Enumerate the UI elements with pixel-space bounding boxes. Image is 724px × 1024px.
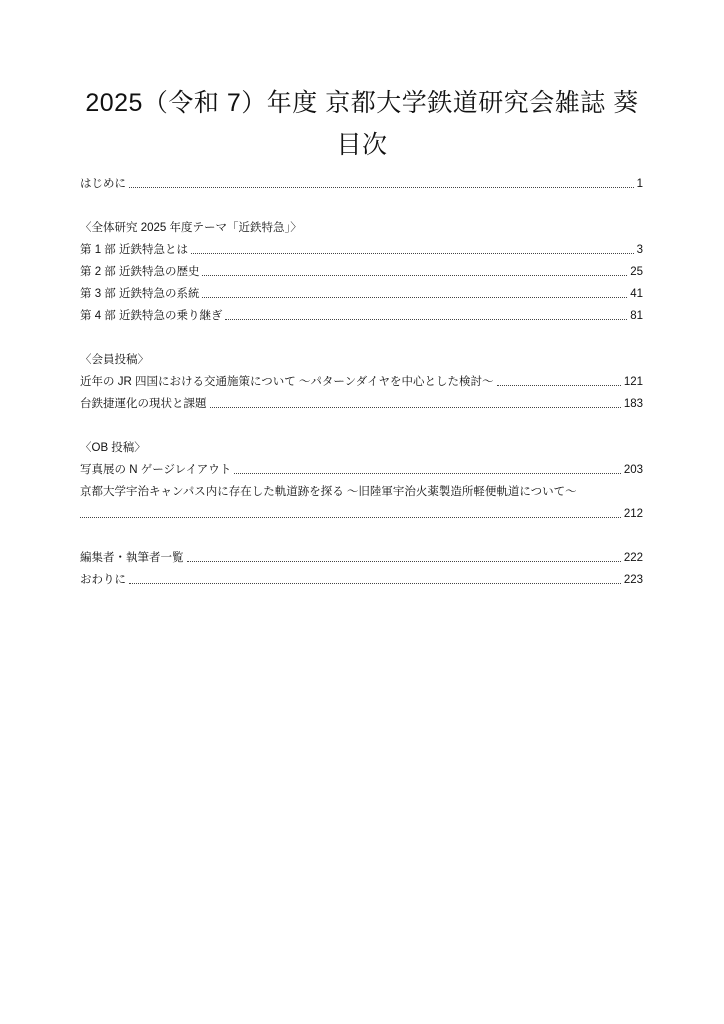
toc-entry-label: 編集者・執筆者一覧 [80, 552, 184, 564]
toc-entry[interactable] [80, 258, 643, 280]
dot-leader [202, 275, 627, 276]
section-heading-overall-study: 〈全体研究 2025 年度テーマ「近鉄特急」〉 [80, 222, 302, 234]
dot-leader [191, 253, 634, 254]
toc-heading: 目次 [336, 131, 388, 159]
toc-entry-page: 223 [623, 574, 643, 586]
dot-leader [129, 187, 634, 188]
toc-entry-page: 25 [630, 266, 643, 278]
section-heading-member-posts: 〈会員投稿〉 [80, 354, 149, 366]
toc-entry-label: 第 3 部 近鉄特急の系統 [80, 288, 200, 300]
toc-entry-continuation[interactable] [80, 500, 643, 522]
toc-entry-wrapped[interactable] [80, 478, 643, 500]
toc-entry-intro[interactable] [80, 170, 643, 192]
dot-leader [497, 385, 621, 386]
toc-entry-label: 第 2 部 近鉄特急の歴史 [80, 266, 200, 278]
dot-leader [202, 297, 627, 298]
toc-entry[interactable] [80, 368, 643, 390]
toc-entry-label: 第 1 部 近鉄特急とは [80, 244, 188, 256]
toc-entry-page: 3 [636, 244, 643, 256]
toc-entry-label: はじめに [80, 178, 126, 190]
dot-leader [129, 583, 621, 584]
section-heading-ob-posts: 〈OB 投稿〉 [80, 442, 146, 454]
dot-leader [225, 319, 627, 320]
document-title: 2025（令和 7）年度 京都大学鉄道研究会雑誌 葵 [85, 89, 639, 117]
toc-entry-label: 第 4 部 近鉄特急の乗り継ぎ [80, 310, 223, 322]
toc-entry-page: 212 [623, 508, 643, 520]
toc-entry[interactable] [80, 456, 643, 478]
dot-leader [80, 517, 621, 518]
toc-entry-label: 台鉄捷運化の現状と課題 [80, 398, 207, 410]
toc-entry-page: 183 [623, 398, 643, 410]
toc-entry-page: 1 [636, 178, 643, 190]
toc-entry[interactable] [80, 566, 643, 588]
toc-entry[interactable] [80, 280, 643, 302]
toc-entry-page: 41 [630, 288, 643, 300]
dot-leader [234, 473, 621, 474]
toc-entry-label: 写真展の N ゲージレイアウト [80, 464, 232, 476]
toc-entry[interactable] [80, 544, 643, 566]
toc-entry-label: おわりに [80, 574, 126, 586]
toc-entry[interactable] [80, 390, 643, 412]
toc-entry-page: 81 [630, 310, 643, 322]
table-of-contents [80, 170, 643, 588]
dot-leader [210, 407, 621, 408]
toc-entry-page: 203 [623, 464, 643, 476]
toc-entry-page: 121 [623, 376, 643, 388]
dot-leader [187, 561, 621, 562]
toc-entry-label: 京都大学宇治キャンパス内に存在した軌道跡を探る 〜旧陸軍宇治火薬製造所軽便軌道について〜 [80, 486, 577, 498]
toc-entry-page: 222 [623, 552, 643, 564]
toc-entry[interactable] [80, 302, 643, 324]
toc-entry[interactable] [80, 236, 643, 258]
toc-entry-label: 近年の JR 四国における交通施策について 〜パターンダイヤを中心とした検討〜 [80, 376, 494, 388]
